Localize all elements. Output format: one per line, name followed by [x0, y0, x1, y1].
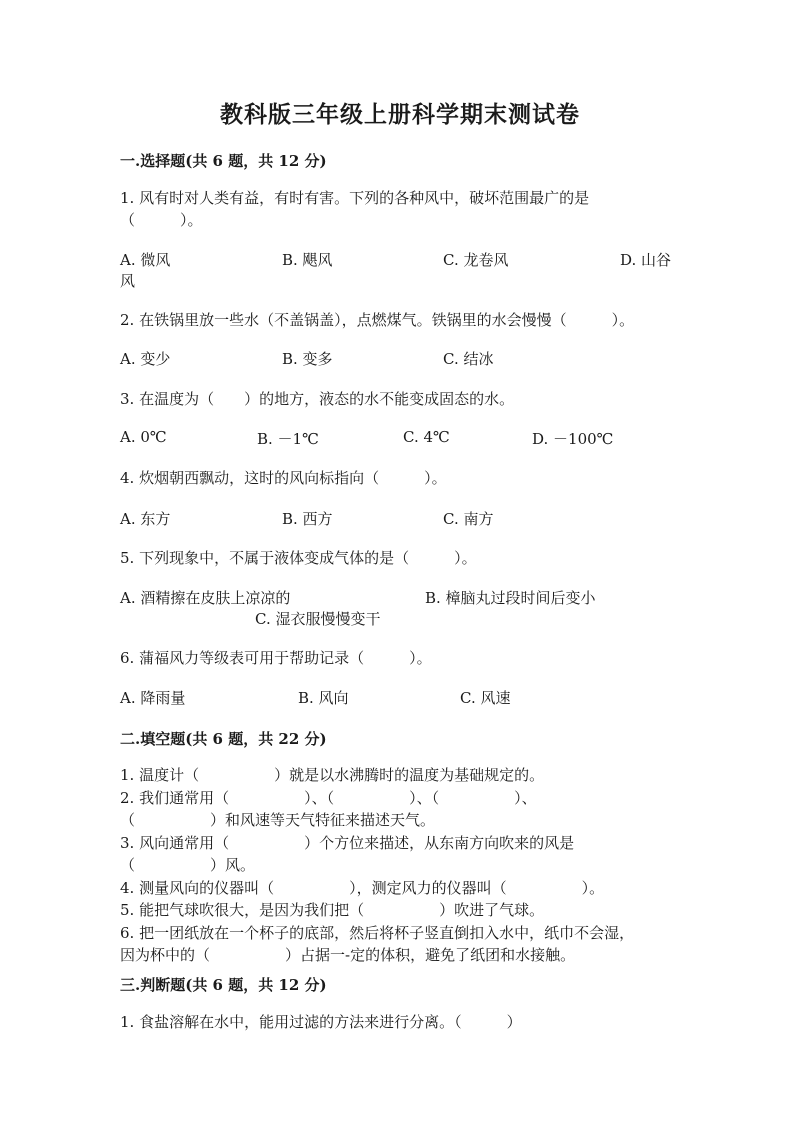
- q5-option-b: B. 樟脑丸过段时间后变小: [425, 589, 596, 607]
- true-false-question-1: 1. 食盐溶解在水中，能用过滤的方法来进行分离。（ ）: [120, 1013, 522, 1031]
- fill-line-8: 6. 把一团纸放在一个杯子的底部，然后将杯子竖直倒扣入水中，纸巾不会湿，: [120, 923, 635, 942]
- page-title: 教科版三年级上册科学期末测试卷: [220, 101, 580, 128]
- question-2: 2. 在铁锅里放一些水（不盖锅盖），点燃煤气。铁锅里的水会慢慢（ ）。: [120, 311, 635, 329]
- fill-line-9: 因为杯中的（ ）占据一-定的体积，避免了纸团和水接触。: [120, 946, 576, 964]
- fill-line-4: 3. 风向通常用（ ）个方位来描述，从东南方向吹来的风是: [120, 833, 575, 852]
- q5-option-a: A. 酒精擦在皮肤上凉凉的: [120, 589, 291, 607]
- fill-in-questions: [120, 764, 680, 967]
- q1-option-d: D. 山谷: [620, 251, 672, 269]
- fill-line-7: 5. 能把气球吹很大，是因为我们把（ ）吹进了气球。: [120, 901, 545, 919]
- q2-option-b: B. 变多: [282, 350, 333, 368]
- q3-option-d: D. －100℃: [532, 430, 614, 448]
- fill-line-1: 1. 温度计（ ）就是以水沸腾时的温度为基础规定的。: [120, 766, 545, 784]
- q3-option-c: C. 4℃: [403, 428, 450, 446]
- q1-option-b: B. 飓风: [282, 251, 333, 269]
- question-5: 5. 下列现象中，不属于液体变成气体的是（ ）。: [120, 549, 477, 567]
- fill-line-5: （ ）风。: [120, 856, 256, 874]
- question-6: 6. 蒲福风力等级表可用于帮助记录（ ）。: [120, 649, 432, 667]
- q4-option-c: C. 南方: [443, 510, 494, 528]
- q1-option-a: A. 微风: [120, 251, 171, 269]
- question-1: [120, 187, 680, 231]
- question-1-stem-cont: （ ）。: [120, 211, 203, 229]
- q1-option-d-wrap: 风: [120, 272, 136, 290]
- q6-option-a: A. 降雨量: [120, 689, 186, 707]
- question-4: 4. 炊烟朝西飘动，这时的风向标指向（ ）。: [120, 469, 447, 487]
- q5-option-c: C. 湿衣服慢慢变干: [255, 610, 381, 628]
- section-heading-true-false: 三.判断题(共 6 题，共 12 分): [120, 976, 327, 994]
- section-heading-multiple-choice: 一.选择题(共 6 题，共 12 分): [120, 152, 327, 170]
- q6-option-b: B. 风向: [298, 689, 349, 707]
- q3-option-a: A. 0℃: [120, 428, 167, 446]
- q4-option-b: B. 西方: [282, 510, 333, 528]
- q3-option-b: B. －1℃: [257, 430, 319, 448]
- q6-option-c: C. 风速: [460, 689, 511, 707]
- fill-line-6: 4. 测量风向的仪器叫（ ），测定风力的仪器叫（ ）。: [120, 878, 605, 897]
- fill-line-2: 2. 我们通常用（ ）、（ ）、（ ）、: [120, 788, 537, 807]
- question-1-stem: 1. 风有时对人类有益，有时有害。下列的各种风中，破坏范围最广的是: [120, 189, 590, 207]
- fill-line-3: （ ）和风速等天气特征来描述天气。: [120, 811, 436, 829]
- q1-option-c: C. 龙卷风: [443, 251, 509, 269]
- q2-option-a: A. 变少: [120, 350, 171, 368]
- q2-option-c: C. 结冰: [443, 350, 494, 368]
- q4-option-a: A. 东方: [120, 510, 171, 528]
- section-heading-fill-in: 二.填空题(共 6 题，共 22 分): [120, 730, 327, 748]
- question-3: 3. 在温度为（ ）的地方，液态的水不能变成固态的水。: [120, 390, 515, 408]
